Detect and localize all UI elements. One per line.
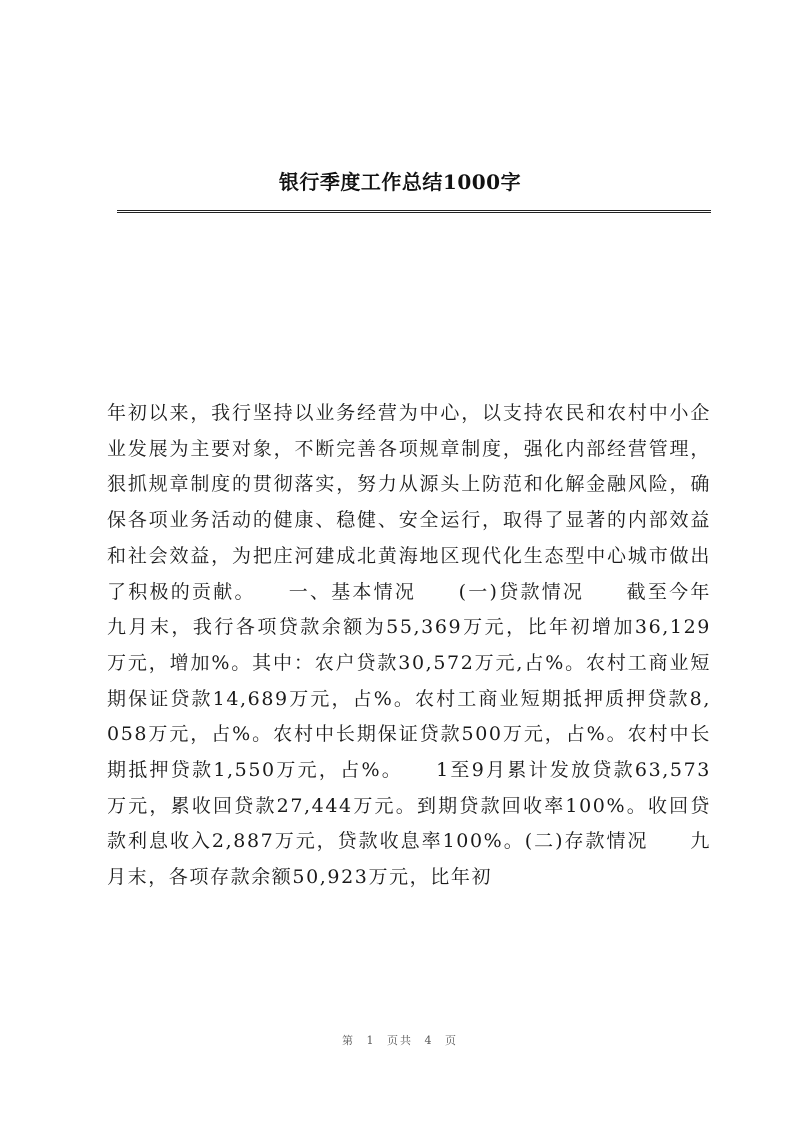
footer-middle: 页共 [387,1034,413,1047]
title-divider [117,210,711,213]
body-paragraph: 年初以来，我行坚持以业务经营为中心，以支持农民和农村中小企业发展为主要对象，不断完善各项规章制度，强化内部经营管理，狠抓规章制度的贯彻落实，努力从源头上防范和化解金融风险，确保各项业务活动的健康、稳健、安全运行，取得了显著的内部效益和社会效益，为把庄河建成北黄海地区现代化生态型中心城市做出了积极的贡献。 一、基本情况 (一)贷款情况 截至今年九月末，我行各项贷款余额为55,369万元，比年初增加36,129万元，增加%。其中：农户贷款30,572万元,占%。农村工商业短期保证贷款14,689万元，占%。农村工商业短期抵押质押贷款8,058万元，占%。农村中长期保证贷款500万元，占%。农村中长期抵押贷款1,550万元，占%。 1至9月累计发放贷款63,573万元，累收回贷款27,444万元。到期贷款回收率100%。收回贷款利息收入2,887万元，贷款收息率100%。(二)存款情况 九月末，各项存款余额50,923万元，比年初 [107,402,711,889]
current-page-number: 1 [366,1034,376,1047]
document-title: 银行季度工作总结1000字 [278,170,522,194]
footer-prefix: 第 [342,1034,355,1047]
total-page-number: 4 [424,1034,434,1047]
page-footer [0,1032,800,1048]
footer-suffix: 页 [445,1034,458,1047]
